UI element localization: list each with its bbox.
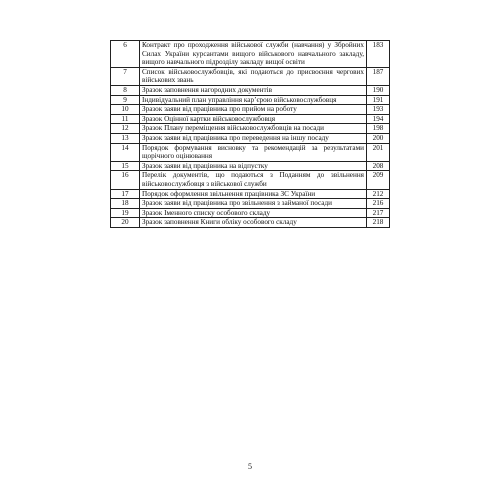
toc-row-page: 217 bbox=[367, 208, 390, 218]
toc-row-number: 15 bbox=[111, 161, 140, 171]
toc-row-page: 193 bbox=[367, 105, 390, 115]
toc-row-title: Зразок заповнення Книги обліку особового складу bbox=[140, 218, 367, 228]
toc-row bbox=[111, 171, 390, 189]
toc-row-page: 187 bbox=[367, 67, 390, 85]
toc-row-page: 191 bbox=[367, 95, 390, 105]
toc-row-number: 9 bbox=[111, 95, 140, 105]
toc-row bbox=[111, 199, 390, 209]
toc-row bbox=[111, 133, 390, 143]
toc-row-title: Зразок заповнення нагородних документів bbox=[140, 85, 367, 95]
table-of-contents bbox=[110, 40, 390, 228]
toc-row-page: 212 bbox=[367, 189, 390, 199]
toc-row bbox=[111, 41, 390, 68]
toc-row-title: Порядок оформлення звільнення працівника ЗС України bbox=[140, 189, 367, 199]
toc-row-number: 8 bbox=[111, 85, 140, 95]
toc-row bbox=[111, 85, 390, 95]
toc-row-title: Зразок заяви від працівника про прийом на роботу bbox=[140, 105, 367, 115]
toc-row-number: 11 bbox=[111, 114, 140, 124]
toc-row-number: 19 bbox=[111, 208, 140, 218]
toc-row-page: 216 bbox=[367, 199, 390, 209]
toc-row-page: 190 bbox=[367, 85, 390, 95]
toc-row-title: Індивідуальний план управління кар’єрою військовослужбовця bbox=[140, 95, 367, 105]
toc-row-title: Зразок Плану переміщення військовослужбовців на посади bbox=[140, 124, 367, 134]
toc-row-title: Список військовослужбовців, які подаються до присвоєння чергових військових звань bbox=[140, 67, 367, 85]
toc-row-page: 183 bbox=[367, 41, 390, 68]
toc-row bbox=[111, 105, 390, 115]
toc-row bbox=[111, 218, 390, 228]
toc-row-title: Зразок заяви від працівника на відпустку bbox=[140, 161, 367, 171]
toc-row-page: 201 bbox=[367, 143, 390, 161]
toc-row-number: 12 bbox=[111, 124, 140, 134]
toc-row-number: 14 bbox=[111, 143, 140, 161]
toc-row bbox=[111, 124, 390, 134]
toc-row bbox=[111, 208, 390, 218]
toc-row-page: 209 bbox=[367, 171, 390, 189]
toc-row-title: Перелік документів, що подаються з Поданням до звільнення військовослужбовця з військової служби bbox=[140, 171, 367, 189]
toc-row-title: Зразок Іменного списку особового складу bbox=[140, 208, 367, 218]
page-number: 5 bbox=[248, 462, 252, 471]
toc-row-title: Зразок Оцінної картки військовослужбовця bbox=[140, 114, 367, 124]
toc-row-number: 17 bbox=[111, 189, 140, 199]
toc-row-number: 18 bbox=[111, 199, 140, 209]
toc-row-title: Порядок формування висновку та рекомендацій за результатами щорічного оцінювання bbox=[140, 143, 367, 161]
toc-row-page: 198 bbox=[367, 124, 390, 134]
toc-row-number: 10 bbox=[111, 105, 140, 115]
toc-row-page: 208 bbox=[367, 161, 390, 171]
toc-row-number: 16 bbox=[111, 171, 140, 189]
toc-body bbox=[111, 41, 390, 228]
toc-row bbox=[111, 114, 390, 124]
toc-row-title: Зразок заяви від працівника про переведення на іншу посаду bbox=[140, 133, 367, 143]
toc-row-page: 194 bbox=[367, 114, 390, 124]
toc-row-number: 13 bbox=[111, 133, 140, 143]
toc-row-number: 20 bbox=[111, 218, 140, 228]
toc-row-title: Контракт про проходження військової служби (навчання) у Збройних Силах України курсантами вищого військового навчального закладу, вищого навчального підрозділу закладу вищої освіти bbox=[140, 41, 367, 68]
toc-row-page: 218 bbox=[367, 218, 390, 228]
toc-row-number: 7 bbox=[111, 67, 140, 85]
toc-row bbox=[111, 189, 390, 199]
toc-row bbox=[111, 161, 390, 171]
toc-row-title: Зразок заяви від працівника про звільнення з займаної посади bbox=[140, 199, 367, 209]
toc-row-page: 200 bbox=[367, 133, 390, 143]
toc-row-number: 6 bbox=[111, 41, 140, 68]
toc-row bbox=[111, 143, 390, 161]
toc-row bbox=[111, 95, 390, 105]
toc-row bbox=[111, 67, 390, 85]
